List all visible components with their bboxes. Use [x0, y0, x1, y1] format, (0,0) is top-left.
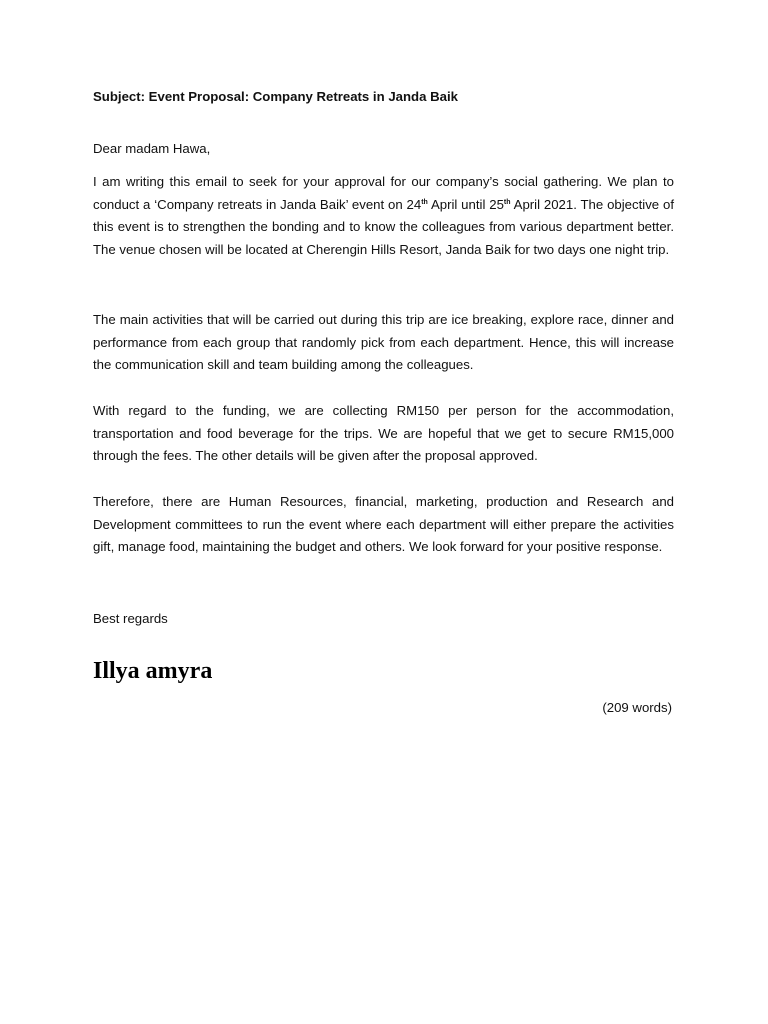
paragraph-intro-text-2: April until 25: [427, 196, 504, 212]
ordinal-suffix: th: [503, 198, 511, 206]
paragraph-committees: Therefore, there are Human Resources, financial, marketing, production and Research and Development committees to run the event where each department will either prepare the activities gift, manage food, maintaining the budget and others. We look forward for your positive response.: [93, 494, 674, 555]
paragraph-intro-text-1: I am writing this email to seek for your approval for our company’s social gathering. We plan to conduct a ‘Company retreats in Janda Baik’ event on 24: [93, 174, 674, 212]
letter-greeting: Dear madam Hawa,: [93, 141, 211, 156]
paragraph-funding: With regard to the funding, we are collecting RM150 per person for the accommodation, transportation and food beverage for the trips. We are hopeful that we get to secure RM15,000 through the fees. The other details will be given after the proposal approved.: [93, 403, 674, 464]
letter-subject: Subject: Event Proposal: Company Retreats in Janda Baik: [93, 89, 458, 104]
paragraph-intro: [93, 171, 674, 261]
word-count: (209 words): [602, 700, 672, 715]
paragraph-activities: The main activities that will be carried out during this trip are ice breaking, explore race, dinner and performance from each group that randomly pick from each department. Hence, this will increase the communication skill and team building among the colleagues.: [93, 312, 674, 373]
paragraph-intro-text-3: April 2021. The objective of this event is to strengthen the bonding and to know the colleagues from various department better. The venue chosen will be located at Cherengin Hills Resort, Janda Baik for two days one night trip.: [93, 196, 674, 257]
ordinal-suffix: th: [421, 198, 428, 206]
letter-signature: Illya amyra: [93, 658, 213, 684]
letter-closing: Best regards: [93, 611, 168, 626]
